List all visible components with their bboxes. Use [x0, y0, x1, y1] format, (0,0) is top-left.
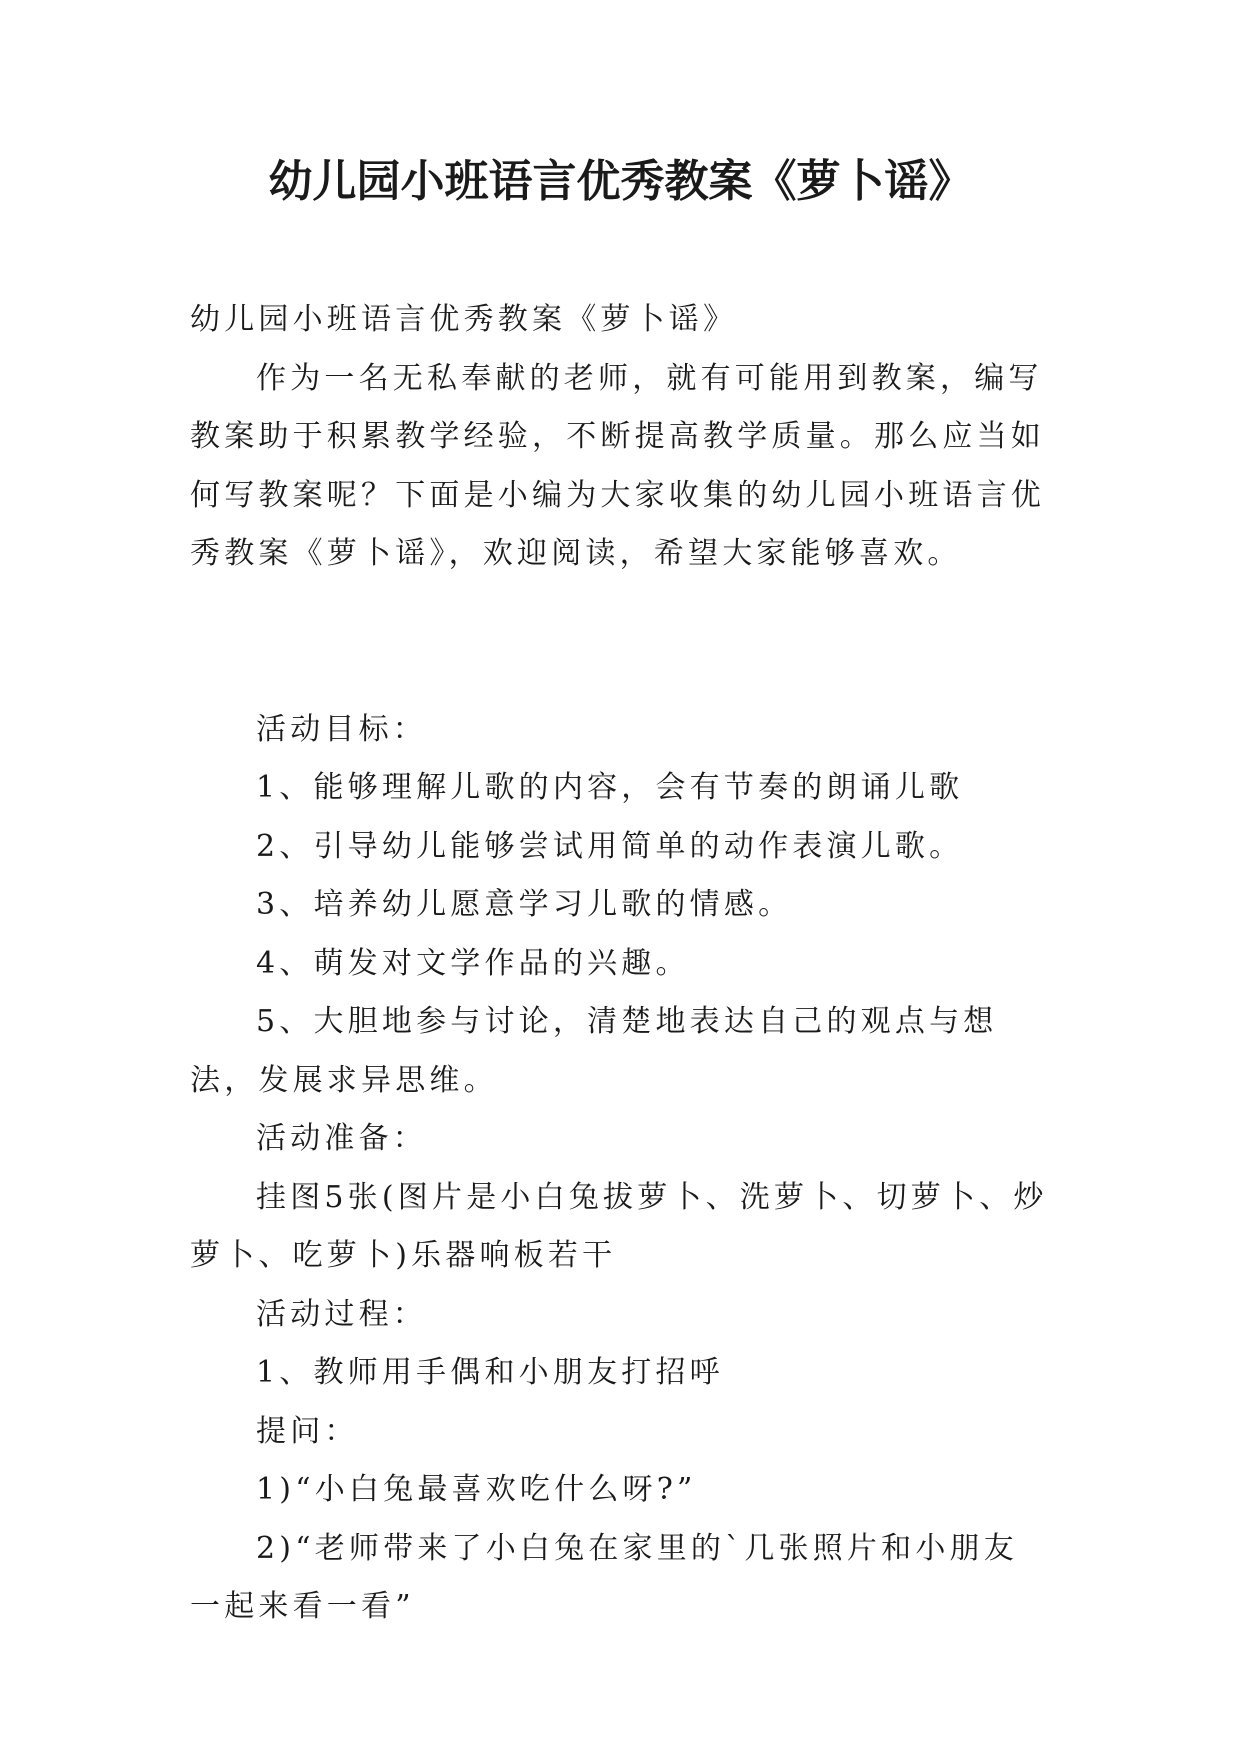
process-step: 1、教师用手偶和小朋友打招呼: [256, 1355, 724, 1390]
document-body: [190, 291, 1052, 1637]
goals-heading: 活动目标：: [256, 711, 427, 747]
goal-item: 5、大胆地参与讨论，清楚地表达自己的观点与想法，发展求异思维。: [190, 1004, 998, 1098]
question-item: 2)“老师带来了小白兔在家里的`几张照片和小朋友一起来看一看”: [190, 1530, 1018, 1624]
goal-item: 3、培养幼儿愿意学习儿歌的情感。: [256, 887, 793, 922]
subtitle-paragraph: 幼儿园小班语言优秀教案《萝卜谣》: [190, 302, 738, 337]
prep-heading: 活动准备：: [256, 1121, 427, 1156]
question-heading: 提问：: [256, 1413, 359, 1449]
blank-spacer: [190, 584, 1052, 701]
document-title: 幼儿园小班语言优秀教案《萝卜谣》: [268, 156, 973, 207]
goal-item: 4、萌发对文学作品的兴趣。: [256, 945, 690, 981]
goal-item: 1、能够理解儿歌的内容，会有节奏的朗诵儿歌: [256, 770, 964, 805]
goal-item: 2、引导幼儿能够尝试用简单的动作表演儿歌。: [256, 828, 964, 864]
prep-paragraph: 挂图5张(图片是小白兔拔萝卜、洗萝卜、切萝卜、炒萝卜、吃萝卜)乐器响板若干: [190, 1179, 1048, 1273]
process-heading: 活动过程：: [256, 1296, 427, 1332]
intro-paragraph: 作为一名无私奉献的老师，就有可能用到教案，编写教案助于积累教学经验，不断提高教学质量。那么应当如何写教案呢？下面是小编为大家收集的幼儿园小班语言优秀教案《萝卜谣》，欢迎阅读，希望大家能够喜欢。: [190, 360, 1045, 571]
question-item: 1)“小白兔最喜欢吃什么呀?”: [256, 1472, 697, 1507]
